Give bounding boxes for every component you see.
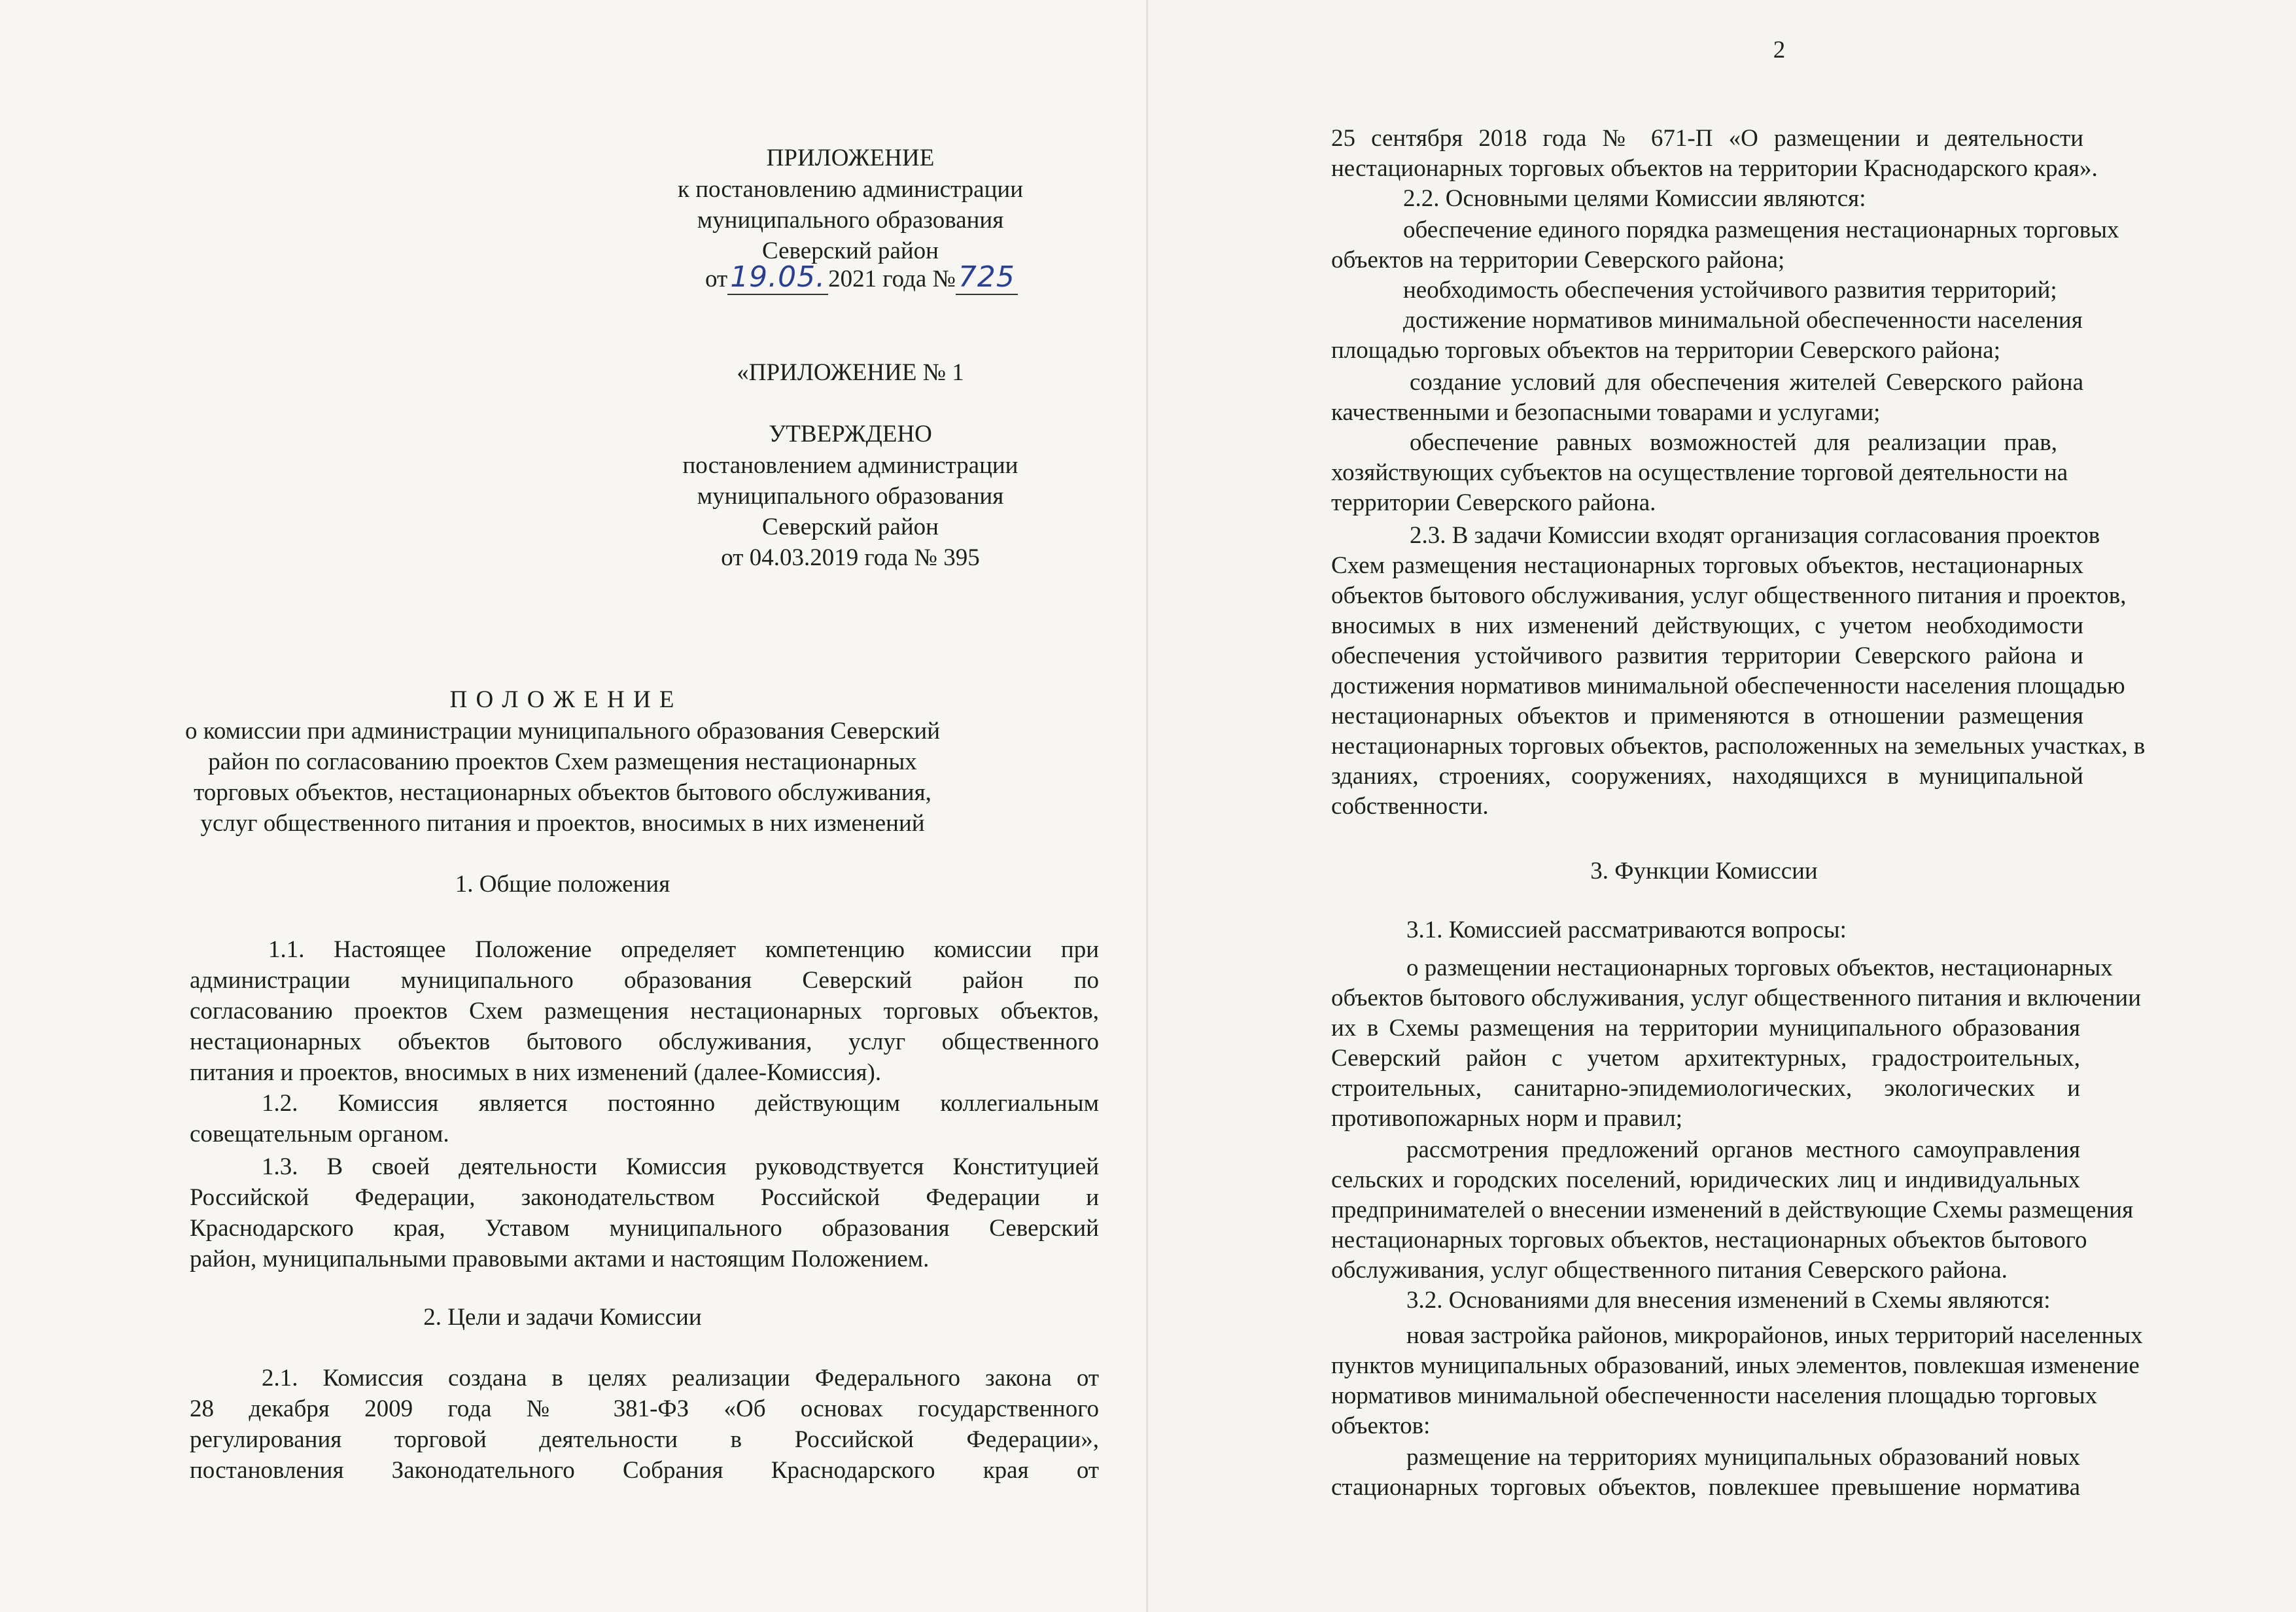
annex1-line: Северский район	[761, 514, 939, 540]
page-number: 2	[1773, 37, 1786, 63]
paragraph-line: необходимость обеспечения устойчивого развития территорий;	[1403, 277, 2057, 304]
paragraph-line: предпринимателей о внесении изменений в действующие Схемы размещения	[1331, 1197, 2134, 1223]
paragraph-line: размещение на территориях муниципальных образований новых	[1406, 1444, 2080, 1471]
paragraph-line: Схем размещения нестационарных торговых объектов, нестационарных	[1331, 552, 2083, 579]
annex-date-line	[705, 260, 1018, 294]
handwritten-number: 725	[956, 260, 1018, 295]
paragraph-line: 1.2. Комиссия является постоянно действующим коллегиальным	[262, 1090, 1099, 1117]
doc-heading: П О Л О Ж Е Н И Е	[449, 686, 676, 713]
paragraph-line: достижения нормативов минимальной обеспеченности населения площадью	[1331, 673, 2125, 699]
annex-line: муниципального образования	[697, 207, 1004, 234]
paragraph-line: администрации муниципального образования Северский район по	[190, 967, 1099, 994]
paragraph-line: 2.2. Основными целями Комиссии являются:	[1403, 185, 1866, 212]
paragraph-line: объектов бытового обслуживания, услуг общественного питания и включении	[1331, 985, 2142, 1011]
paragraph-line: регулирования торговой деятельности в Российской Федерации»,	[190, 1426, 1099, 1453]
date-suffix: 2021 года №	[828, 266, 956, 292]
paragraph-line: 25 сентября 2018 года № 671-П «О размещении и деятельности	[1331, 125, 2083, 152]
paragraph-line: новая застройка районов, микрорайонов, иных территорий населенных	[1406, 1322, 2143, 1349]
paragraph-line: хозяйствующих субъектов на осуществление торговой деятельности на	[1331, 459, 2068, 486]
paragraph-line: Российской Федерации, законодательством Российской Федерации и	[190, 1184, 1099, 1211]
paragraph-line: площадью торговых объектов на территории Северского района;	[1331, 337, 2001, 364]
section2-heading: 2. Цели и задачи Комиссии	[423, 1304, 702, 1331]
approved-label: УТВЕРЖДЕНО	[769, 421, 932, 447]
paragraph-line: согласованию проектов Схем размещения нестационарных торговых объектов,	[190, 998, 1099, 1025]
paragraph-line: 28 декабря 2009 года № 381-ФЗ «Об основах государственного	[190, 1395, 1099, 1422]
annex1-title: «ПРИЛОЖЕНИЕ № 1	[737, 359, 964, 386]
paragraph-line: обеспечение равных возможностей для реализации прав,	[1410, 429, 2057, 456]
paragraph-line: качественными и безопасными товарами и услугами;	[1331, 399, 1881, 426]
paragraph-line: создание условий для обеспечения жителей Северского района	[1410, 369, 2083, 396]
annex-title: ПРИЛОЖЕНИЕ	[766, 145, 935, 171]
paragraph-line: сельских и городских поселений, юридических лиц и индивидуальных	[1331, 1166, 2080, 1193]
paragraph-line: обеспечения устойчивого развития территории Северского района и	[1331, 642, 2083, 669]
section3-heading: 3. Функции Комиссии	[1590, 858, 1818, 885]
paragraph-line: 1.3. В своей деятельности Комиссия руководствуется Конституцией	[262, 1153, 1099, 1180]
paragraph-line: 3.1. Комиссией рассматриваются вопросы:	[1406, 917, 1847, 943]
paragraph-line: противопожарных норм и правил;	[1331, 1105, 1682, 1132]
paragraph-line: зданиях, строениях, сооружениях, находящихся в муниципальной	[1331, 763, 2083, 790]
doc-title-line: район по согласованию проектов Схем размещения нестационарных	[208, 748, 917, 775]
handwritten-date: 19.05.	[727, 260, 828, 295]
paragraph-line: нестационарных объектов бытового обслуживания, услуг общественного	[190, 1028, 1099, 1055]
doc-title-line: торговых объектов, нестационарных объектов бытового обслуживания,	[194, 779, 931, 806]
doc-title-line: о комиссии при администрации муниципального образования Северский	[184, 718, 941, 745]
paragraph-line: рассмотрения предложений органов местного самоуправления	[1406, 1136, 2080, 1163]
paragraph-line: нестационарных торговых объектов, расположенных на земельных участках, в	[1331, 733, 2146, 760]
right-page	[1148, 0, 2296, 1612]
paragraph-line: 1.1. Настоящее Положение определяет компетенцию комиссии при	[268, 936, 1099, 963]
paragraph-line: постановления Законодательного Собрания Краснодарского края от	[190, 1457, 1099, 1484]
paragraph-line: обслуживания, услуг общественного питания Северского района.	[1331, 1257, 2008, 1284]
paragraph-line: объектов бытового обслуживания, услуг общественного питания и проектов,	[1331, 582, 2127, 609]
paragraph-line: нестационарных торговых объектов на территории Краснодарского края».	[1331, 155, 2098, 182]
paragraph-line: нестационарных объектов и применяются в отношении размещения	[1331, 703, 2083, 729]
annex-line: Северский район	[761, 237, 939, 264]
paragraph-line: собственности.	[1331, 793, 1489, 820]
annex1-line: муниципального образования	[697, 483, 1004, 510]
paragraph-line: Северский район с учетом архитектурных, градостроительных,	[1331, 1045, 2080, 1072]
paragraph-line: 2.1. Комиссия создана в целях реализации Федерального закона от	[262, 1365, 1099, 1392]
section1-heading: 1. Общие положения	[455, 871, 670, 898]
doc-title-line: услуг общественного питания и проектов, вносимых в них изменений	[200, 810, 925, 837]
paragraph-line: нормативов минимальной обеспеченности населения площадью торговых	[1331, 1382, 2098, 1409]
paragraph-line: объектов на территории Северского района;	[1331, 247, 1785, 273]
paragraph-line: строительных, санитарно-эпидемиологических, экологических и	[1331, 1075, 2080, 1102]
paragraph-line: объектов:	[1331, 1412, 1431, 1439]
paragraph-line: территории Северского района.	[1331, 489, 1656, 516]
paragraph-line: совещательным органом.	[190, 1121, 449, 1148]
paragraph-line: пунктов муниципальных образований, иных элементов, повлекшая изменение	[1331, 1352, 2140, 1379]
paragraph-line: питания и проектов, вносимых в них изменений (далее-Комиссия).	[190, 1059, 882, 1086]
paragraph-line: достижение нормативов минимальной обеспеченности населения	[1403, 307, 2083, 334]
annex1-line: постановлением администрации	[682, 452, 1018, 479]
annex1-line: от 04.03.2019 года № 395	[721, 544, 980, 571]
date-prefix: от	[705, 266, 728, 292]
paragraph-line: обеспечение единого порядка размещения нестационарных торговых	[1403, 217, 2119, 243]
annex-line: к постановлению администрации	[677, 176, 1023, 203]
paragraph-line: вносимых в них изменений действующих, с учетом необходимости	[1331, 612, 2083, 639]
paragraph-line: Краснодарского края, Уставом муниципального образования Северский	[190, 1215, 1099, 1242]
paragraph-line: 2.3. В задачи Комиссии входят организация согласования проектов	[1410, 522, 2100, 549]
paragraph-line: нестационарных торговых объектов, нестационарных объектов бытового	[1331, 1227, 2087, 1253]
paragraph-line: район, муниципальными правовыми актами и настоящим Положением.	[190, 1246, 930, 1272]
paragraph-line: о размещении нестационарных торговых объектов, нестационарных	[1406, 955, 2113, 981]
paragraph-line: их в Схемы размещения на территории муниципального образования	[1331, 1015, 2080, 1042]
paragraph-line: 3.2. Основаниями для внесения изменений в Схемы являются:	[1406, 1287, 2051, 1314]
paragraph-line: стационарных торговых объектов, повлекшее превышение норматива	[1331, 1474, 2080, 1501]
